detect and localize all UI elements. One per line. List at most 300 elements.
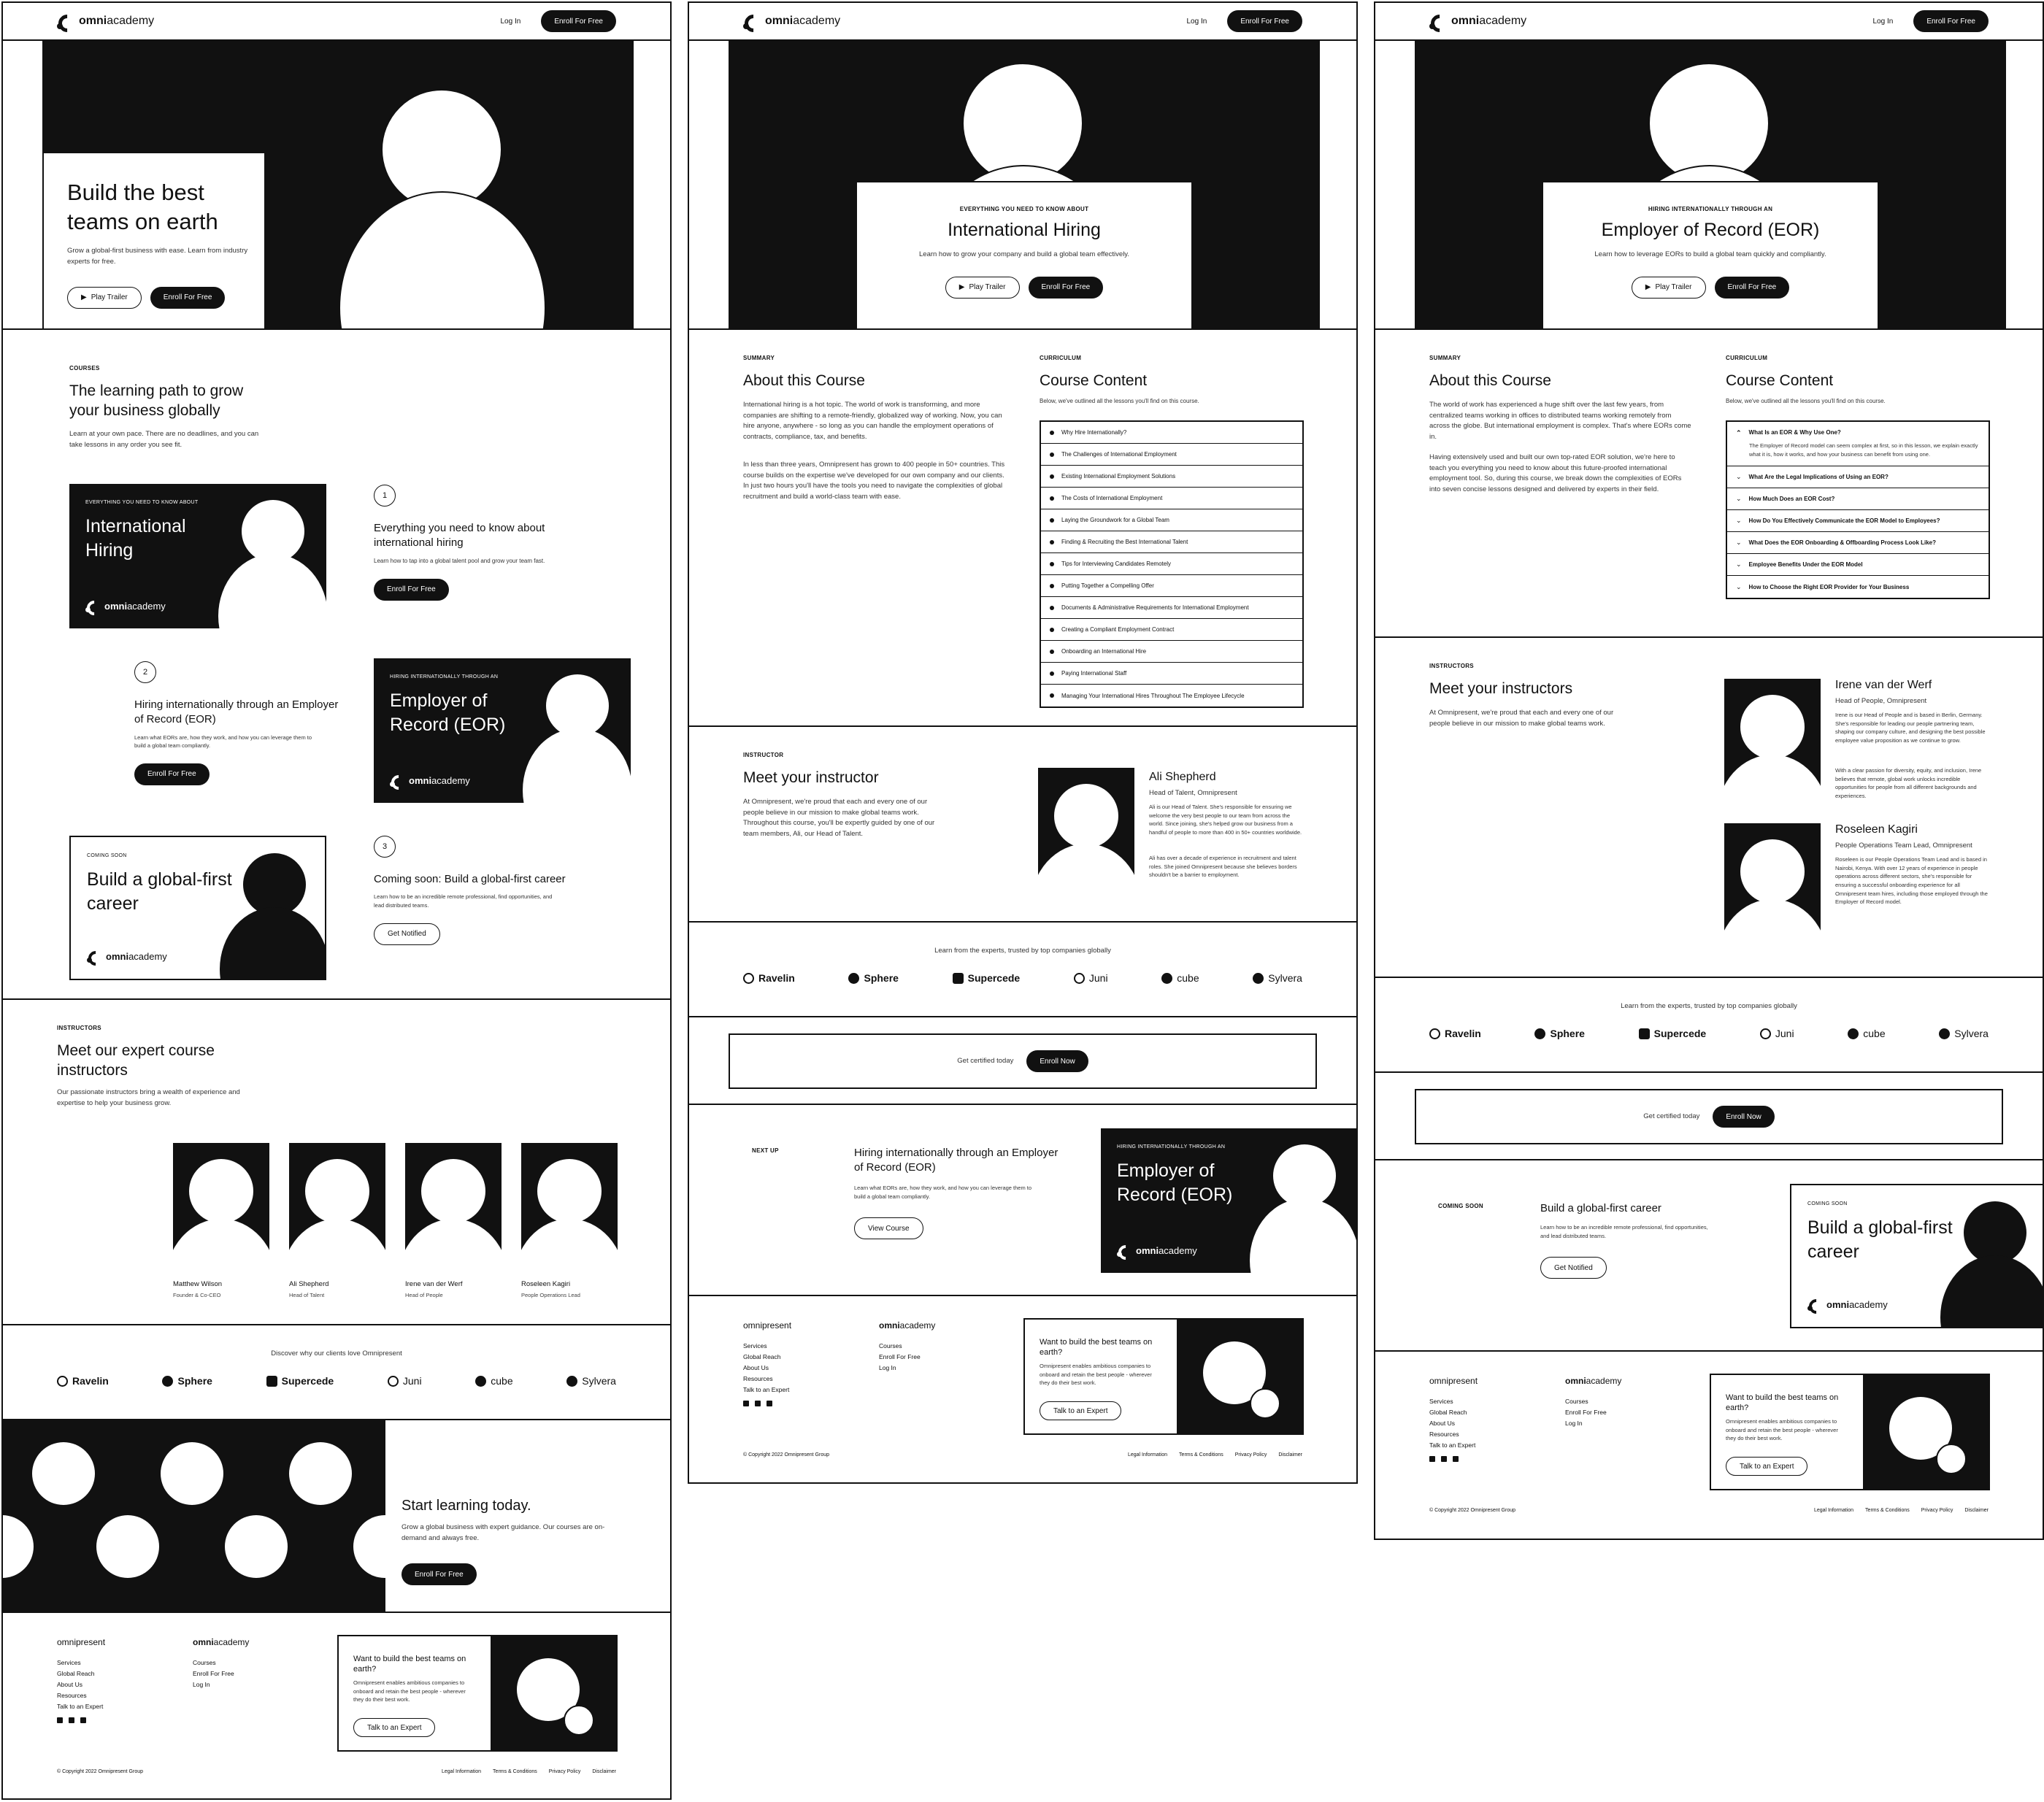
hero-kicker: HIRING INTERNATIONALLY THROUGH AN [1648, 206, 1773, 212]
lesson-item[interactable]: Putting Together a Compelling Offer [1041, 575, 1302, 597]
instructors-kicker: INSTRUCTORS [1429, 663, 1474, 669]
person-body-shape [1724, 755, 1821, 807]
instructor-name: Roseleen Kagiri [521, 1280, 571, 1288]
play-icon: ▶ [81, 293, 87, 302]
circle-shape [1936, 1444, 1967, 1474]
legal-links [442, 1769, 616, 1774]
instructor-kicker: INSTRUCTOR [743, 752, 784, 758]
course-2-info [134, 661, 346, 785]
footer-link[interactable]: Talk to an Expert [1429, 1441, 1476, 1449]
enroll-now-button[interactable]: Enroll Now [1026, 1050, 1088, 1072]
footer-promo [1710, 1374, 1990, 1490]
lesson-item[interactable]: Onboarding an International Hire [1041, 641, 1302, 663]
cube-icon [1161, 973, 1172, 984]
soon-kicker: COMING SOON [1438, 1203, 1483, 1209]
footer-link[interactable]: Resources [1429, 1430, 1459, 1438]
instructor-role: People Operations Lead [521, 1292, 580, 1298]
lesson-item[interactable]: ⌄ How to Choose the Right EOR Provider for Your Business [1736, 582, 1910, 590]
footer-link[interactable]: Log In [193, 1680, 210, 1688]
summary-paragraph-2: Having extensively used and built our own top-rated EOR solution, we're here to teach you everything you need to know about this future-proofed international employment tool. So, during this course, we break down the complexities of EORs into seven concise lessons designed and delivered by experts in their field. [1429, 453, 1682, 494]
chevron-down-icon: ⌄ [1736, 495, 1742, 503]
card-kicker: EVERYTHING YOU NEED TO KNOW ABOUT [85, 500, 199, 505]
twitter-icon[interactable] [755, 1401, 761, 1406]
footer-link[interactable]: Resources [57, 1691, 87, 1699]
card-kicker: HIRING INTERNATIONALLY THROUGH AN [1117, 1144, 1226, 1150]
course-desc: Learn how to tap into a global talent pool and grow your team fast. [374, 557, 545, 564]
course-title: Coming soon: Build a global-first career [374, 873, 566, 885]
courses-kicker: COURSES [69, 365, 100, 371]
view-course-button[interactable]: View Course [854, 1217, 923, 1239]
step-number: 2 [134, 661, 156, 683]
legal-link[interactable]: Disclaimer [1964, 1508, 1989, 1513]
footer-link[interactable]: Global Reach [743, 1352, 781, 1360]
footer-link[interactable]: Talk to an Expert [743, 1385, 790, 1393]
lesson-item[interactable]: Documents & Administrative Requirements for International Employment [1041, 597, 1302, 619]
hero-title: Build the best teams on earth [67, 180, 218, 234]
instructor-1-bio-2: With a clear passion for diversity, equity, and inclusion, Irene believes that remote, global work unlocks incredible opportunities for people from all different backgrounds and experiences. [1835, 767, 1982, 799]
hero-subtitle: Learn how to leverage EORs to build a global team quickly and compliantly. [1594, 250, 1826, 258]
card-logo: omniacademy [390, 774, 470, 787]
footer-link[interactable]: About Us [1429, 1419, 1455, 1427]
linkedin-icon[interactable] [1429, 1456, 1435, 1462]
logo[interactable]: omniacademy [743, 13, 840, 29]
login-link[interactable]: Log In [1872, 17, 1894, 26]
summary-paragraph-1: The world of work has experienced a huge shift over the last few years, from centralized teams working in offices to distributed teams working remotely from across the globe. But international employment is complex. That's where EORs come in. [1429, 401, 1691, 442]
play-trailer-button[interactable]: ▶ Play Trailer [67, 287, 142, 309]
instructor-2-role: People Operations Team Lead, Omnipresent [1835, 842, 1972, 850]
get-notified-button[interactable]: Get Notified [1540, 1257, 1607, 1279]
company-logo-juni: Juni [1760, 1028, 1794, 1039]
instructor-portrait [1724, 823, 1821, 952]
header-enroll-button[interactable]: Enroll For Free [541, 10, 616, 32]
lesson-item[interactable]: ⌄ How Much Does an EOR Cost? [1727, 488, 1989, 510]
card-title: International Hiring [85, 516, 186, 561]
legal-link[interactable]: Privacy Policy [1921, 1508, 1953, 1513]
coming-soon-section [1375, 1160, 2043, 1352]
legal-link[interactable]: Terms & Conditions [1865, 1508, 1910, 1513]
instructor-title: Meet your instructor [743, 769, 879, 786]
omni-logo-icon [390, 774, 403, 787]
bullet-icon [1050, 496, 1054, 501]
instructor-role: Head of People [405, 1292, 443, 1298]
curriculum-subtitle: Below, we've outlined all the lessons you'll find on this course. [1040, 398, 1199, 404]
person-body-shape [523, 728, 631, 803]
play-trailer-button[interactable]: ▶ Play Trailer [1632, 277, 1706, 299]
hero-title: Employer of Record (EOR) [1601, 220, 1820, 240]
person-head-shape [421, 1159, 485, 1223]
course-card-international-hiring[interactable] [69, 484, 326, 628]
footer [3, 1613, 670, 1795]
company-logo-cube: cube [1848, 1028, 1885, 1039]
hero-kicker: EVERYTHING YOU NEED TO KNOW ABOUT [959, 206, 1089, 212]
next-desc: Learn what EORs are, how they work, and how you can leverage them to build a global team compliantly. [854, 1185, 1032, 1200]
summary-paragraph-1: International hiring is a hot topic. The world of work is transforming, and more companies are shifting to a remote-friendly, globalized way of working. Now, you can hire anyone, anywhere - so long as you can handle the employment operations of contracts, compliance, tax, and benefits. [743, 401, 1002, 442]
card-logo: omniacademy [87, 950, 167, 963]
footer-link[interactable]: About Us [57, 1680, 82, 1688]
login-link[interactable]: Log In [500, 17, 521, 26]
instructor-name: Ali Shepherd [289, 1280, 329, 1288]
course-title: Everything you need to know about international hiring [374, 522, 545, 550]
footer-link[interactable]: Courses [193, 1659, 216, 1666]
clients-title: Discover why our clients love Omnipresent [271, 1349, 402, 1358]
course-title: Hiring internationally through an Employer of Record (EOR) [134, 698, 339, 726]
youtube-icon[interactable] [766, 1401, 772, 1406]
lesson-item[interactable]: Creating a Compliant Employment Contract [1041, 619, 1302, 641]
juni-icon [1760, 1028, 1771, 1039]
hero-enroll-button[interactable]: Enroll For Free [1715, 277, 1790, 299]
summary-kicker: SUMMARY [1429, 355, 1461, 361]
instructors-title: Meet our expert course instructors [57, 1042, 215, 1079]
curriculum-kicker: CURRICULUM [1726, 355, 1768, 361]
hero-enroll-button[interactable]: Enroll For Free [1029, 277, 1104, 299]
company-logo-supercede: Supercede [266, 1375, 334, 1387]
instructor-subtitle: At Omnipresent, we're proud that each and every one of our people believe in our mission to make global teams work. Throughout this course, you'll be expertly guided by one of our team members, Ali, our Head of Talent. [743, 798, 935, 839]
promo-title: Want to build the best teams on earth? [353, 1655, 466, 1674]
sylvera-icon [1939, 1028, 1950, 1039]
hero [3, 41, 670, 330]
circle-shape [564, 1705, 594, 1736]
footer-promo [1023, 1318, 1304, 1435]
footer-link[interactable]: Courses [879, 1342, 902, 1349]
lesson-item[interactable]: ⌄ Employee Benefits Under the EOR Model [1727, 554, 1989, 576]
lesson-item[interactable]: Finding & Recruiting the Best International Talent [1041, 531, 1302, 553]
legal-link[interactable]: Legal Information [441, 1769, 482, 1774]
instructors-kicker: INSTRUCTORS [57, 1025, 101, 1031]
legal-link[interactable]: Terms & Conditions [493, 1769, 537, 1774]
company-logo-supercede: Supercede [953, 972, 1021, 984]
promo-title: Want to build the best teams on earth? [1040, 1338, 1153, 1358]
play-icon: ▶ [1645, 283, 1651, 292]
footer-link[interactable]: Log In [879, 1363, 896, 1371]
promo-text: Omnipresent enables ambitious companies to onboard and retain the best people - wherever they do their best work. [1726, 1418, 1838, 1442]
legal-link[interactable]: Disclaimer [592, 1769, 616, 1774]
person-body-shape [1724, 899, 1821, 952]
footer-link[interactable]: Global Reach [1429, 1408, 1467, 1416]
start-subtitle: Grow a global business with expert guidance. Our courses are on-demand and always free. [402, 1523, 605, 1542]
ravelin-icon [1429, 1028, 1440, 1039]
instructor-section [689, 727, 1356, 923]
bullet-icon [1050, 453, 1054, 457]
footer-col-omnipresent: omnipresent Services Global Reach About Us Resources Talk to an Expert [1429, 1374, 1478, 1462]
bullet-icon [1050, 518, 1054, 523]
course-desc: Learn how to be an incredible remote professional, find opportunities, and lead distributed teams. [374, 893, 553, 909]
lesson-item[interactable]: Managing Your International Hires Throughout The Employee Lifecycle [1041, 685, 1302, 706]
footer [689, 1296, 1356, 1482]
footer-link[interactable]: About Us [743, 1363, 769, 1371]
circle-shape [32, 1442, 95, 1505]
person-head-shape [1054, 784, 1118, 848]
card-title: Employer of Record (EOR) [390, 690, 506, 735]
company-logos [743, 972, 1302, 984]
omni-logo-icon [85, 599, 99, 612]
bullet-icon [1050, 693, 1054, 698]
lesson-item[interactable]: Existing International Employment Solutions [1041, 466, 1302, 488]
sphere-icon [162, 1376, 173, 1387]
omni-logo-icon [1117, 1244, 1130, 1257]
circle-shape [3, 1515, 34, 1578]
hero-title: International Hiring [948, 220, 1101, 240]
copyright: © Copyright 2022 Omnipresent Group [57, 1769, 143, 1774]
omni-logo-icon [57, 13, 73, 29]
company-logo-juni: Juni [388, 1375, 422, 1387]
juni-icon [1074, 973, 1085, 984]
card-logo: omniacademy [1807, 1298, 1888, 1311]
supercede-icon [1639, 1028, 1650, 1039]
card-kicker: HIRING INTERNATIONALLY THROUGH AN [390, 674, 499, 679]
omni-logo-icon [87, 950, 100, 963]
company-logos [1429, 1028, 1989, 1039]
instructor-name: Ali Shepherd [1149, 771, 1216, 783]
step-number: 1 [374, 485, 396, 507]
get-notified-button[interactable]: Get Notified [374, 923, 440, 945]
next-title: Hiring internationally through an Employer of Record (EOR) [854, 1147, 1058, 1174]
summary-title: About this Course [1429, 372, 1551, 389]
play-trailer-button[interactable]: ▶ Play Trailer [945, 277, 1020, 299]
lesson-item[interactable]: The Challenges of International Employment [1041, 444, 1302, 466]
ravelin-icon [57, 1376, 68, 1387]
talk-to-expert-button[interactable]: Talk to an Expert [353, 1718, 435, 1737]
legal-link[interactable]: Terms & Conditions [1179, 1452, 1223, 1458]
person-body-shape [289, 1219, 385, 1271]
instructor-portrait [1724, 679, 1821, 807]
start-enroll-button[interactable]: Enroll For Free [402, 1563, 477, 1585]
soon-desc: Learn how to be an incredible remote professional, find opportunities, and lead distributed teams. [1540, 1224, 1708, 1239]
footer-link[interactable]: Talk to an Expert [57, 1702, 104, 1710]
legal-link[interactable]: Legal Information [1813, 1508, 1854, 1513]
instructor-role: Founder & Co-CEO [173, 1292, 221, 1298]
courses-title: The learning path to grow your business globally [69, 382, 244, 420]
lesson-item[interactable]: Paying International Staff [1041, 663, 1302, 685]
person-head-shape [305, 1159, 369, 1223]
certified-text: Get certified today [957, 1056, 1014, 1065]
legal-link[interactable]: Legal Information [1127, 1452, 1168, 1458]
supercede-icon [953, 973, 964, 984]
person-body-shape [1940, 1255, 2043, 1328]
certified-section [689, 1017, 1356, 1105]
hero [1375, 41, 2043, 330]
course-card-global-career[interactable] [69, 836, 326, 980]
instructor-1-bio-1: Irene is our Head of People and is based in Berlin, Germany. She's responsible for leading our people partnering team, shaping our company culture, and designing the best possible employee value proposition as we continue to grow. [1835, 712, 1986, 744]
supercede-icon [266, 1376, 277, 1387]
bullet-icon [1050, 584, 1054, 588]
circle-shape [161, 1442, 223, 1505]
curriculum-kicker: CURRICULUM [1040, 355, 1082, 361]
card-kicker: COMING SOON [1807, 1201, 1848, 1206]
cube-icon [475, 1376, 486, 1387]
talk-to-expert-button[interactable]: Talk to an Expert [1040, 1401, 1121, 1420]
header [689, 3, 1356, 41]
trusted-section [1375, 978, 2043, 1073]
header [3, 3, 670, 41]
footer-link[interactable]: Services [57, 1659, 81, 1666]
chevron-down-icon: ⌄ [1736, 517, 1742, 525]
header [1375, 3, 2043, 41]
legal-links [1128, 1452, 1302, 1458]
start-title: Start learning today. [402, 1498, 531, 1514]
person-body-shape [220, 907, 326, 980]
circle-shape [289, 1442, 352, 1505]
lesson-open-text: The Employer of Record model can seem complex at first, so in this lesson, we explain exactly what it is, how it works, and how your business can benefit from using one. [1749, 442, 1978, 458]
footer-link[interactable]: Global Reach [57, 1669, 95, 1677]
juni-icon [388, 1376, 399, 1387]
chevron-down-icon: ⌄ [1736, 582, 1742, 590]
instructors-title: Meet your instructors [1429, 680, 1573, 697]
instructors-subtitle: Our passionate instructors bring a wealth of experience and expertise to help your business grow. [57, 1088, 240, 1107]
enroll-now-button[interactable]: Enroll Now [1713, 1106, 1774, 1128]
next-kicker: NEXT UP [752, 1147, 779, 1154]
summary-paragraph-2: In less than three years, Omnipresent has grown to 400 people in 50+ countries. This course builds on the expertise we've developed for our own company and our clients. In just two hours you'll have the tools you need to navigate the complexities of global recruitment and build a world-class team with ease. [743, 461, 1005, 501]
footer-link[interactable]: Services [1429, 1398, 1453, 1405]
company-logo-sphere: Sphere [162, 1375, 212, 1387]
company-logo-ravelin: Ravelin [57, 1375, 109, 1387]
lesson-open[interactable]: ⌃ What Is an EOR & Why Use One? The Employer of Record model can seem complex at first, so in this lesson, we explain exactly what it is, how it works, and how your business can benefit from using one. [1727, 422, 1989, 466]
promo-image [491, 1636, 618, 1752]
copyright: © Copyright 2022 Omnipresent Group [743, 1452, 829, 1458]
footer-col-omniacademy: omniacademy Courses Enroll For Free Log In [193, 1635, 249, 1690]
lesson-list [1040, 420, 1304, 708]
course-1-enroll-button[interactable]: Enroll For Free [374, 579, 449, 601]
board-international-hiring [688, 1, 1358, 1484]
instructors-section [1375, 638, 2043, 978]
bullet-icon [1050, 431, 1054, 435]
footer-link[interactable]: Enroll For Free [879, 1352, 921, 1360]
person-head-shape [189, 1159, 253, 1223]
linkedin-icon[interactable] [57, 1717, 63, 1723]
sphere-icon [1534, 1028, 1545, 1039]
promo-image [1177, 1320, 1304, 1435]
lesson-item[interactable]: Tips for Interviewing Candidates Remotely [1041, 553, 1302, 575]
person-body-shape [339, 191, 546, 330]
course-2-enroll-button[interactable]: Enroll For Free [134, 763, 210, 785]
person-body-shape [218, 554, 326, 628]
coming-soon-card[interactable] [1790, 1184, 2043, 1328]
youtube-icon[interactable] [80, 1717, 86, 1723]
board-home [1, 1, 672, 1800]
summary-section [1375, 330, 2043, 638]
login-link[interactable]: Log In [1186, 17, 1207, 26]
course-card-eor[interactable] [374, 658, 631, 803]
legal-link[interactable]: Privacy Policy [548, 1769, 581, 1774]
sylvera-icon [566, 1376, 577, 1387]
company-logo-juni: Juni [1074, 972, 1108, 984]
header-enroll-button[interactable]: Enroll For Free [1227, 10, 1302, 32]
person-body-shape [1038, 844, 1134, 896]
footer-promo [337, 1635, 618, 1752]
footer-link[interactable]: Services [743, 1342, 767, 1349]
linkedin-icon[interactable] [743, 1401, 749, 1406]
bullet-icon [1050, 650, 1054, 654]
sylvera-icon [1253, 973, 1264, 984]
youtube-icon[interactable] [1453, 1456, 1459, 1462]
hero-card [1542, 181, 1879, 330]
promo-text: Omnipresent enables ambitious companies to onboard and retain the best people - wherever they do their best work. [353, 1679, 466, 1703]
lesson-item[interactable]: The Costs of International Employment [1041, 488, 1302, 509]
logo[interactable]: omniacademy [1429, 13, 1526, 29]
talk-to-expert-button[interactable]: Talk to an Expert [1726, 1457, 1807, 1476]
hero [689, 41, 1356, 330]
company-logo-ravelin: Ravelin [1429, 1028, 1481, 1039]
certified-banner [729, 1033, 1317, 1089]
chevron-up-icon: ⌃ [1736, 429, 1742, 436]
trusted-title: Learn from the experts, trusted by top companies globally [934, 947, 1111, 955]
instructor-role: Head of Talent [289, 1292, 325, 1298]
omni-logo-icon [743, 13, 759, 29]
certified-banner [1415, 1089, 2003, 1144]
card-title: Build a global-first career [87, 869, 232, 914]
hero-enroll-button[interactable]: Enroll For Free [150, 287, 226, 309]
instructor-1-role: Head of People, Omnipresent [1835, 697, 1927, 705]
footer-link[interactable]: Enroll For Free [1565, 1408, 1607, 1416]
footer-col-omnipresent: omnipresent Services Global Reach About Us Resources Talk to an Expert [57, 1635, 105, 1723]
trusted-section [689, 923, 1356, 1017]
footer-link[interactable]: Courses [1565, 1398, 1588, 1405]
company-logo-cube: cube [1161, 972, 1199, 984]
legal-link[interactable]: Disclaimer [1278, 1452, 1302, 1458]
omni-logo-icon [1429, 13, 1445, 29]
chevron-down-icon: ⌄ [1736, 539, 1742, 547]
instructor-portrait [521, 1143, 618, 1271]
start-image [3, 1420, 385, 1613]
legal-link[interactable]: Privacy Policy [1234, 1452, 1267, 1458]
lesson-item[interactable]: ⌄ What Are the Legal Implications of Using an EOR? [1727, 466, 1989, 488]
bullet-icon [1050, 474, 1054, 479]
curriculum-title: Course Content [1040, 372, 1148, 389]
trusted-title: Learn from the experts, trusted by top companies globally [1621, 1002, 1797, 1010]
play-icon: ▶ [958, 283, 965, 292]
soon-title: Build a global-first career [1540, 1202, 1661, 1214]
footer-link[interactable]: Enroll For Free [193, 1669, 234, 1677]
company-logo-ravelin: Ravelin [743, 972, 795, 984]
logo[interactable]: omniacademy [57, 13, 154, 29]
bullet-icon [1050, 606, 1054, 610]
summary-section [689, 330, 1356, 727]
start-learning-section [3, 1420, 670, 1613]
step-number: 3 [374, 836, 396, 858]
company-logos [57, 1375, 616, 1387]
header-enroll-button[interactable]: Enroll For Free [1913, 10, 1989, 32]
instructor-portrait [1038, 768, 1134, 896]
courses-section [3, 330, 670, 1000]
summary-kicker: SUMMARY [743, 355, 775, 361]
bullet-icon [1050, 671, 1054, 676]
lesson-item[interactable]: ⌄ How Do You Effectively Communicate the EOR Model to Employees? [1727, 510, 1989, 532]
circle-shape [1250, 1388, 1280, 1419]
omni-logo-icon [1807, 1298, 1821, 1311]
ravelin-icon [743, 973, 754, 984]
hero-card [856, 181, 1193, 330]
company-logo-sphere: Sphere [848, 972, 898, 984]
instructor-bio-1: Ali is our Head of Talent. She's responsible for ensuring we welcome the very best people to our team from across the world. Since joining, she's helped grow our business from a handful of people to more than 400 in 50+ countries worldwide. [1149, 804, 1302, 836]
lesson-item[interactable]: ⌄ What Does the EOR Onboarding & Offboarding Process Look Like? [1727, 532, 1989, 554]
footer-link[interactable]: Log In [1565, 1419, 1583, 1427]
person-body-shape [173, 1219, 269, 1271]
person-body-shape [521, 1219, 618, 1271]
footer-col-omniacademy: omniacademy Courses Enroll For Free Log In [1565, 1374, 1621, 1429]
promo-title: Want to build the best teams on earth? [1726, 1393, 1839, 1413]
lesson-item[interactable]: Why Hire Internationally? [1041, 422, 1302, 444]
twitter-icon[interactable] [69, 1717, 74, 1723]
footer-link[interactable]: Resources [743, 1374, 773, 1382]
person-head-shape [537, 1159, 602, 1223]
instructor-role: Head of Talent, Omnipresent [1149, 789, 1237, 797]
chevron-down-icon: ⌄ [1736, 561, 1742, 569]
twitter-icon[interactable] [1441, 1456, 1447, 1462]
person-head-shape [1740, 695, 1805, 759]
next-course-card[interactable] [1101, 1128, 1356, 1273]
lesson-item[interactable]: Laying the Groundwork for a Global Team [1041, 509, 1302, 531]
footer [1375, 1352, 2043, 1537]
hero-card [42, 152, 266, 330]
